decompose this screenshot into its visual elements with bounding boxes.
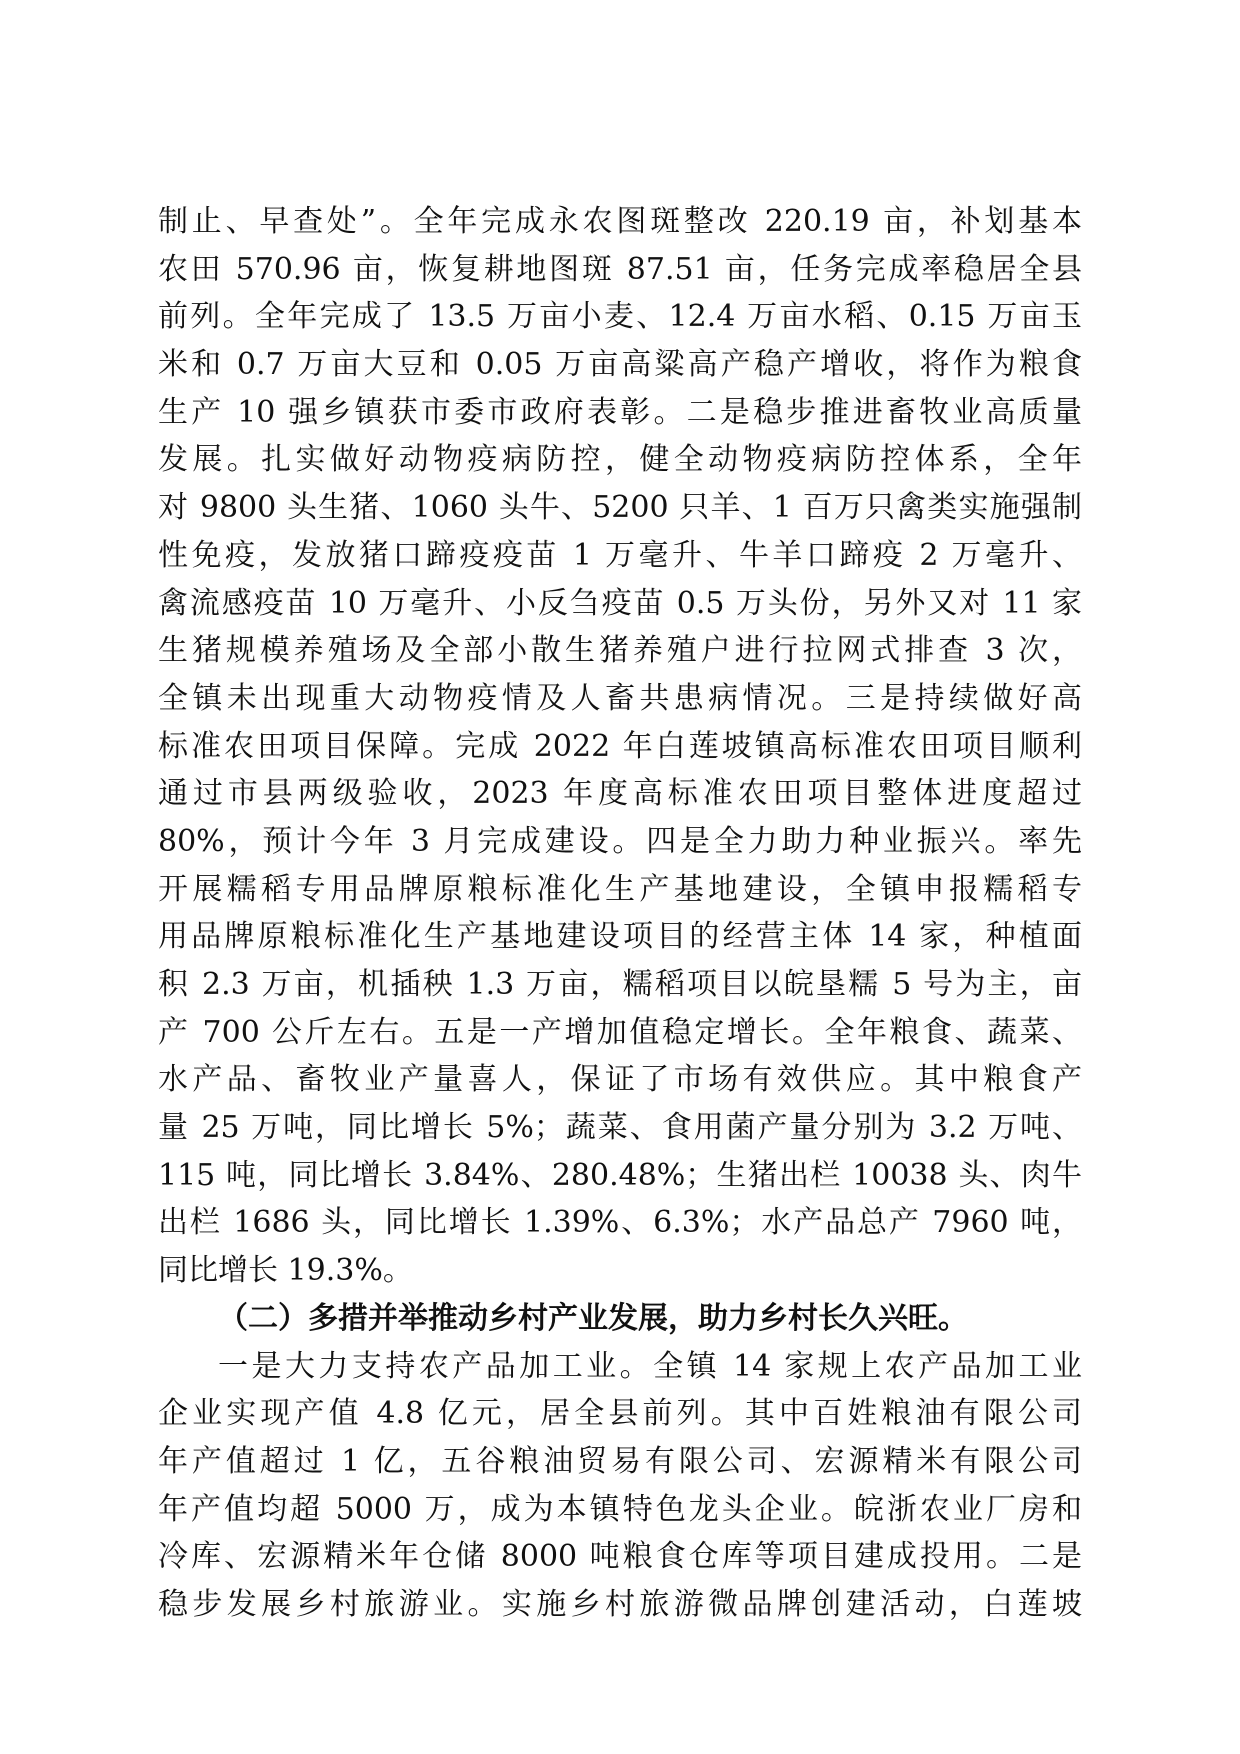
paragraph-line: 水产品、畜牧业产量喜人，保证了市场有效供应。其中粮食产 (158, 1062, 1082, 1098)
paragraph-line: 一是大力支持农产品加工业。全镇 14 家规上农产品加工业 (218, 1348, 1082, 1384)
paragraph-line: 115 吨，同比增长 3.84%、280.48%；生猪出栏 10038 头、肉牛 (158, 1157, 1082, 1193)
paragraph-line: 开展糯稻专用品牌原粮标准化生产基地建设，全镇申报糯稻专 (158, 871, 1082, 907)
paragraph-line: 积 2.3 万亩，机插秧 1.3 万亩，糯稻项目以皖垦糯 5 号为主，亩 (158, 967, 1082, 1002)
paragraph-line: 生产 10 强乡镇获市委市政府表彰。二是稳步推进畜牧业高质量 (158, 394, 1082, 430)
paragraph-line: 出栏 1686 头，同比增长 1.39%、6.3%；水产品总产 7960 吨， (158, 1205, 1082, 1241)
paragraph-line: 发展。扎实做好动物疫病防控，健全动物疫病防控体系，全年 (158, 442, 1082, 478)
paragraph-line: 禽流感疫苗 10 万毫升、小反刍疫苗 0.5 万头份，另外又对 11 家 (158, 585, 1082, 621)
paragraph-line: 稳步发展乡村旅游业。实施乡村旅游微品牌创建活动，白莲坡 (158, 1586, 1082, 1622)
paragraph-line: 年产值超过 1 亿，五谷粮油贸易有限公司、宏源精米有限公司 (158, 1443, 1082, 1479)
paragraph-line: 前列。全年完成了 13.5 万亩小麦、12.4 万亩水稻、0.15 万亩玉 (158, 299, 1082, 335)
paragraph-line: 标准农田项目保障。完成 2022 年白莲坡镇高标准农田项目顺利 (158, 728, 1082, 764)
paragraph-line: 农田 570.96 亩，恢复耕地图斑 87.51 亩，任务完成率稳居全县 (158, 251, 1082, 287)
paragraph-line: 对 9800 头生猪、1060 头牛、5200 只羊、1 百万只禽类实施强制 (158, 490, 1082, 526)
paragraph-line: 性免疫，发放猪口蹄疫疫苗 1 万毫升、牛羊口蹄疫 2 万毫升、 (158, 537, 1082, 573)
paragraph-line: 企业实现产值 4.8 亿元，居全县前列。其中百姓粮油有限公司 (158, 1396, 1082, 1432)
paragraph-line: 生猪规模养殖场及全部小散生猪养殖户进行拉网式排查 3 次， (158, 633, 1082, 669)
paragraph-line: 量 25 万吨，同比增长 5%；蔬菜、食用菌产量分别为 3.2 万吨、 (158, 1110, 1082, 1146)
paragraph-line: 产 700 公斤左右。五是一产增加值稳定增长。全年粮食、蔬菜、 (158, 1014, 1082, 1050)
paragraph-line: 同比增长 19.3%。 (158, 1253, 413, 1289)
paragraph-line: 年产值均超 5000 万，成为本镇特色龙头企业。皖浙农业厂房和 (158, 1491, 1082, 1527)
paragraph-line: 制止、早查处”。全年完成永农图斑整改 220.19 亩，补划基本 (158, 204, 1082, 239)
paragraph-line: 全镇未出现重大动物疫情及人畜共患病情况。三是持续做好高 (158, 680, 1082, 716)
paragraph-line: 冷库、宏源精米年仓储 8000 吨粮食仓库等项目建成投用。二是 (158, 1539, 1082, 1575)
section-heading: （二）多措并举推动乡村产业发展，助力乡村长久兴旺。 (218, 1300, 968, 1336)
body-text (158, 198, 1082, 1629)
paragraph-line: 用品牌原粮标准化生产基地建设项目的经营主体 14 家，种植面 (158, 919, 1082, 955)
paragraph-line: 80%，预计今年 3 月完成建设。四是全力助力种业振兴。率先 (158, 823, 1082, 859)
paragraph-line: 通过市县两级验收，2023 年度高标准农田项目整体进度超过 (158, 776, 1082, 812)
paragraph-line: 米和 0.7 万亩大豆和 0.05 万亩高粱高产稳产增收，将作为粮食 (158, 347, 1082, 383)
